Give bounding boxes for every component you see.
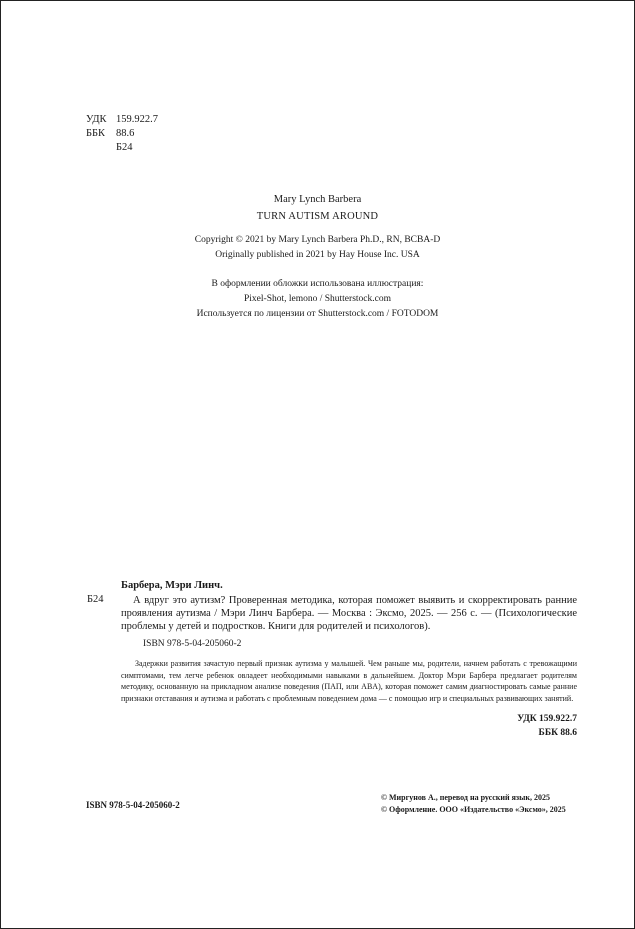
published-line: Originally published in 2021 by Hay House Inc. USA [215,250,420,260]
footer-copyright-block [381,792,566,816]
catalog-code: Б24 [87,594,104,605]
cover-credit-line-1: В оформлении обложки использована иллюстрация: [211,279,424,289]
udk-value: 159.922.7 [116,114,158,125]
udk-label: УДК [86,114,107,125]
footer-isbn: ISBN 978-5-04-205060-2 [86,800,180,810]
original-title: TURN AUTISM AROUND [256,211,379,222]
original-author: Mary Lynch Barbera [273,194,362,205]
cover-credit-line-3: Используется по лицензии от Shutterstock.com / FOTODOM [196,309,439,319]
copyright-translation: © Миргунов А., перевод на русский язык, 2025 [381,793,551,802]
cover-credit-line-2: Pixel-Shot, lemono / Shutterstock.com [244,294,391,304]
catalog-author-heading: Барбера, Мэри Линч. [121,580,223,591]
cover-credits-block [1,277,634,322]
catalog-annotation: Задержки развития зачастую первый признак аутизма у малышей. Чем раньше мы, родители, начнем работать с тревожащими симптомами, тем легче ребенок овладеет необходимыми навыками в дальнейшем. Доктор Мэри Барбера предлагает родителям методику, основанную на прикладном анализе поведения (ПАП, или ABA), которая поможет самим диагностировать самые ранние признаки отставания и аутизма и работать с проблемным поведением дома — с помощью игр и специальных развивающих занятий. [121,659,577,703]
classification-block [86,113,158,155]
copyright-design: © Оформление. ООО «Издательство «Эксмо», 2025 [381,805,566,814]
copyright-line: Copyright © 2021 by Mary Lynch Barbera Ph.D., RN, BCBA-D [194,235,441,245]
catalog-bbk: ББК 88.6 [538,728,577,738]
catalog-isbn: ISBN 978-5-04-205060-2 [143,639,242,649]
original-copyright-block [1,233,634,263]
catalog-description: А вдруг это аутизм? Проверенная методика, которая поможет выявить и скорректировать ранние проявления аутизма / Мэри Линч Барбера. — Москва : Эксмо, 2025. — 256 с. — (Психологические проблемы у детей и подростков. Книги для родителей и психологов). [121,595,577,632]
catalog-udk: УДК 159.922.7 [517,714,577,724]
catalog-codes [517,712,577,740]
bbk-value: 88.6 [116,128,135,139]
bbk-label: ББК [86,128,106,139]
author-code: Б24 [116,142,133,153]
